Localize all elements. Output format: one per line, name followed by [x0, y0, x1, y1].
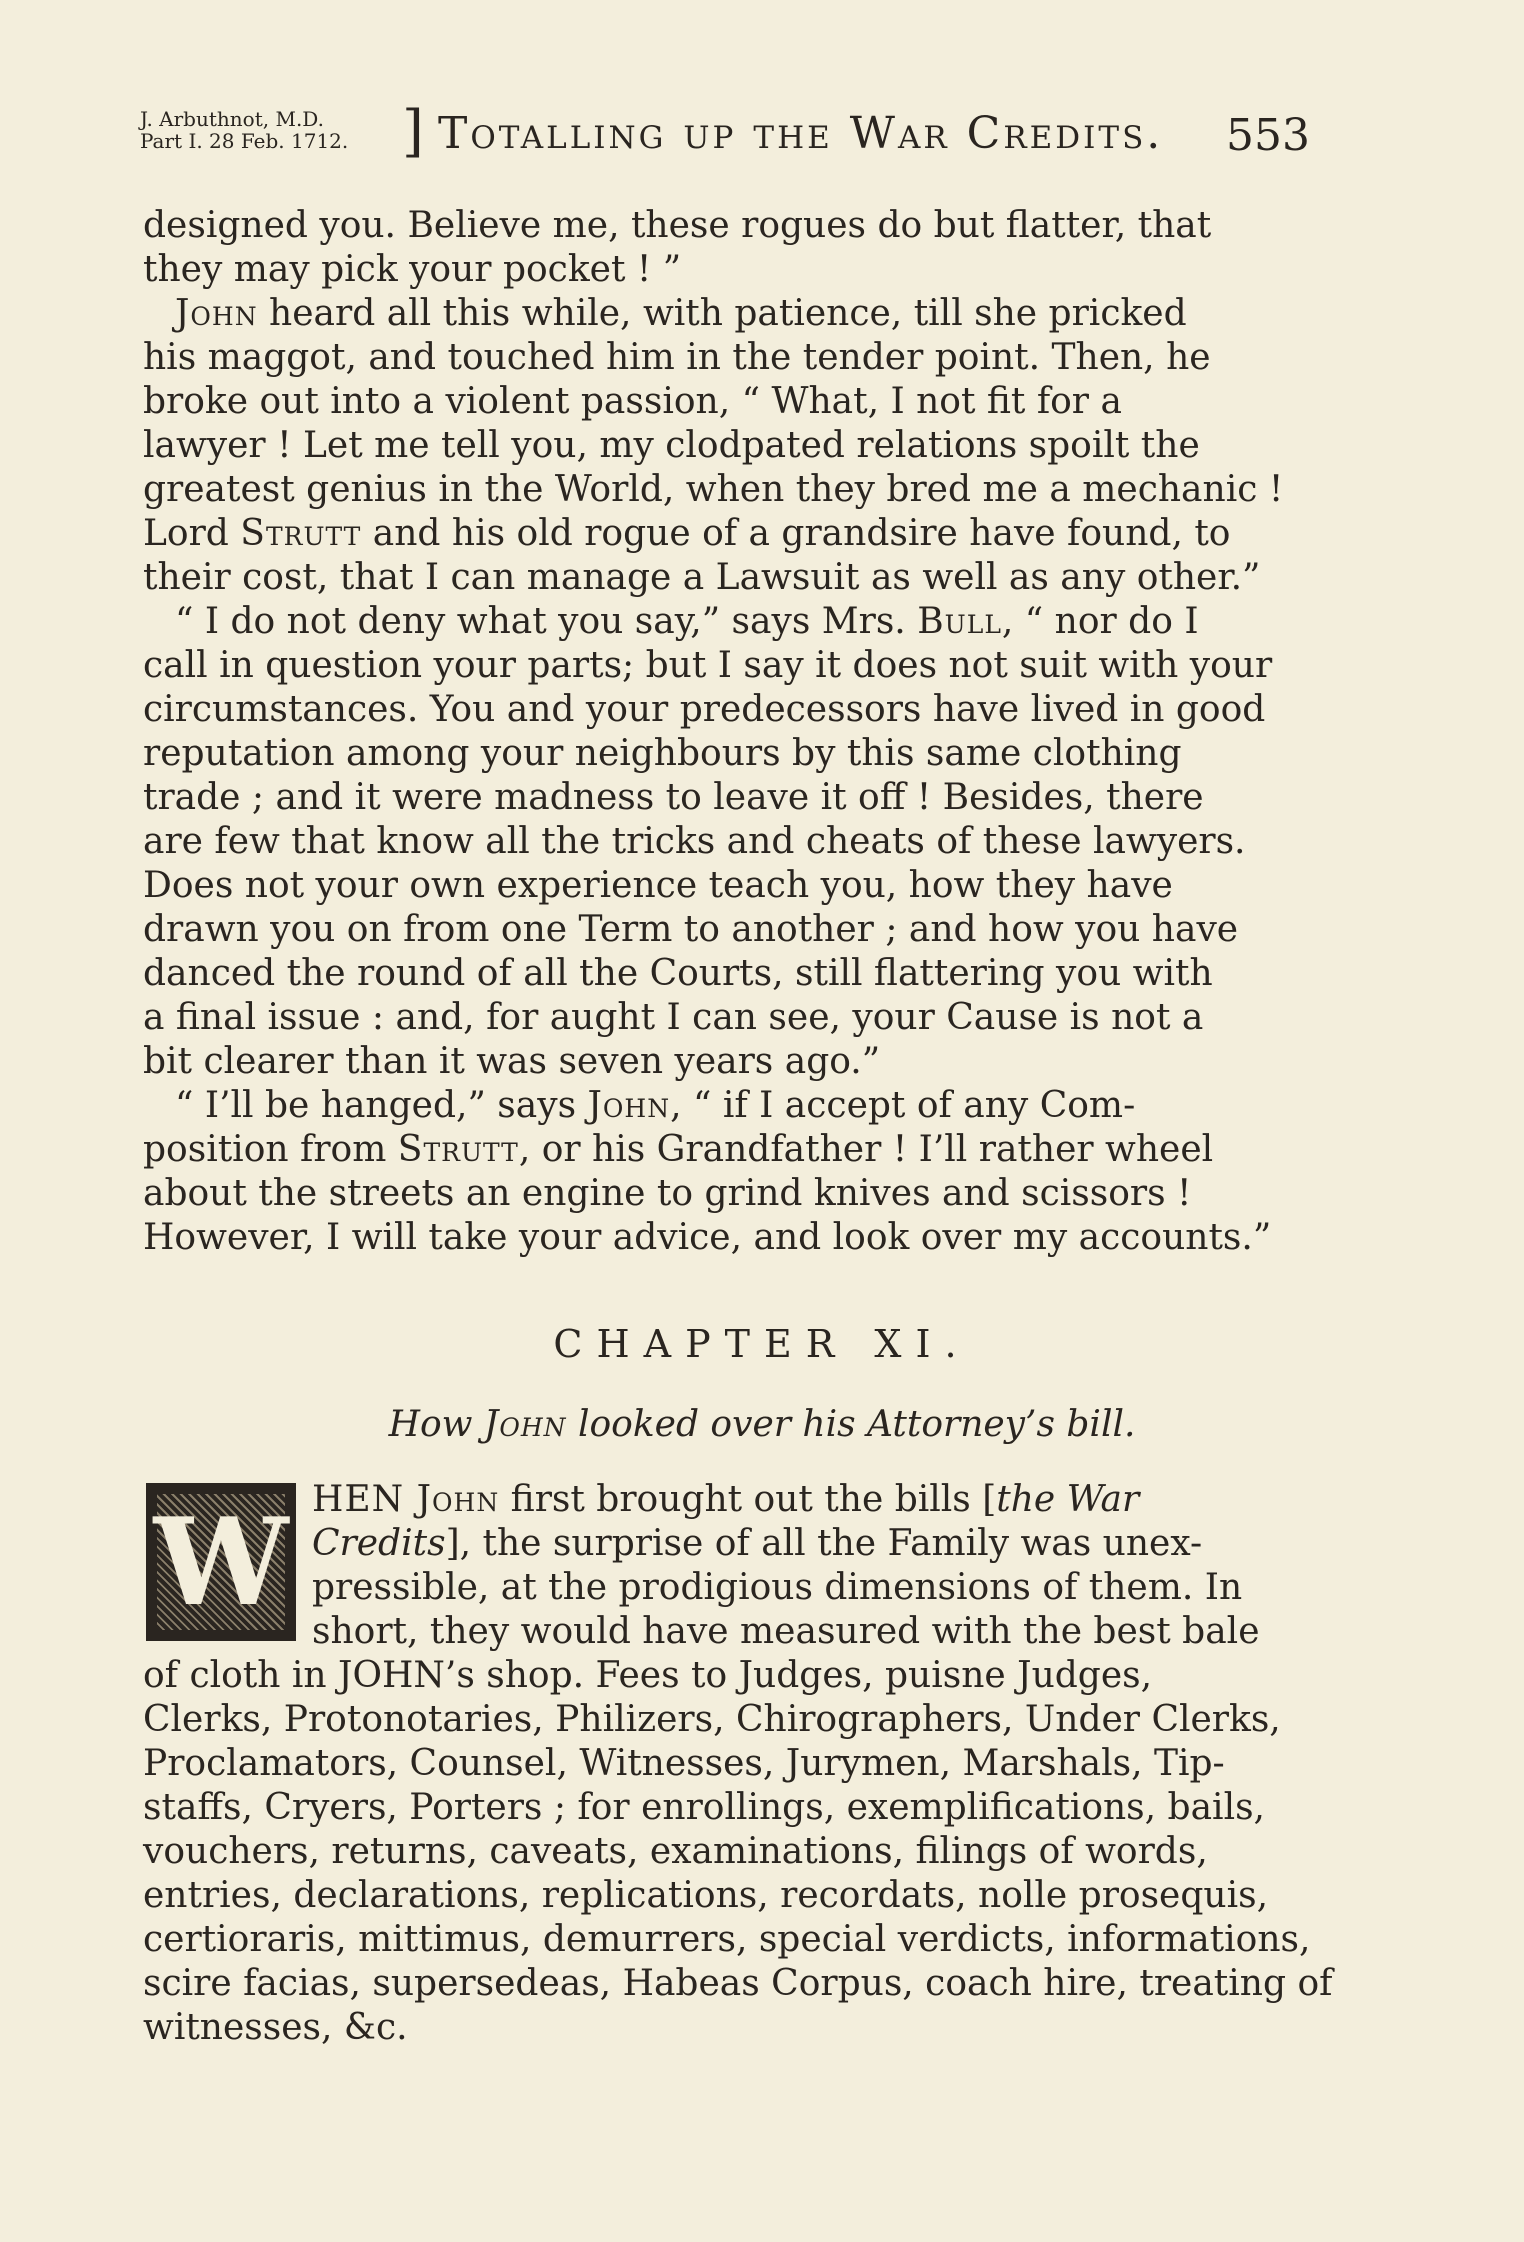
text-span: bit clearer than it was seven years ago.” — [143, 1041, 881, 1082]
text-line — [143, 688, 1306, 732]
text-line — [143, 1040, 1306, 1084]
text-span: a final issue : and, for aught I can see, your Cause is not a — [143, 997, 1204, 1038]
text-line: certioraris, mittimus, demurrers, special verdicts, informations, — [143, 1919, 1311, 1960]
text-line: entries, declarations, replications, recordats, nolle prosequis, — [143, 1875, 1269, 1916]
text-line — [143, 996, 1306, 1040]
running-header — [140, 100, 1310, 170]
text-span: position from — [143, 1129, 398, 1170]
dropcap-letter: W — [153, 1491, 289, 1633]
text-line — [143, 424, 1306, 468]
text-span: drawn you on from one Term to another ; and how you have — [143, 909, 1239, 950]
text-span: about the streets an engine to grind knives and scissors ! — [143, 1173, 1192, 1214]
text-span: trade ; and it were madness to leave it off ! Besides, there — [143, 777, 1204, 818]
subtitle-pre: How — [388, 1404, 484, 1445]
text-span: HEN — [312, 1479, 417, 1520]
italic-span: Credits — [312, 1523, 446, 1564]
text-line — [143, 336, 1306, 380]
text-span: broke out into a violent passion, “ What, I not fit for a — [143, 381, 1122, 422]
chapter-heading: CHAPTER XI. — [553, 1322, 971, 1366]
header-part-date: Part I. 28 Feb. 1712. — [140, 129, 349, 153]
proper-name: Strutt — [240, 513, 362, 554]
header-attribution — [140, 108, 348, 152]
text-span: lawyer ! Let me tell you, my clodpated relations spoilt the — [143, 425, 1200, 466]
text-line: staffs, Cryers, Porters ; for enrollings, exemplifications, bails, — [143, 1787, 1265, 1828]
header-title: Totalling up the War Credits. — [438, 108, 1164, 159]
text-span: However, I will take your advice, and look over my accounts.” — [143, 1217, 1272, 1258]
text-span: “ I do not deny what you say,” says Mrs. — [175, 601, 918, 642]
text-line — [143, 864, 1306, 908]
text-span: , or his Grandfather ! I’ll rather wheel — [518, 1129, 1214, 1170]
text-line — [143, 512, 1306, 556]
chapter-subtitle — [0, 1404, 1524, 1445]
text-span: and his old rogue of a grandsire have found, to — [361, 513, 1231, 554]
text-line: short, they would have measured with the best bale — [312, 1611, 1260, 1652]
text-line — [143, 380, 1306, 424]
paragraph-3 — [143, 600, 1306, 1084]
text-line — [143, 600, 1306, 644]
text-line — [143, 1128, 1306, 1172]
subtitle-name: John — [483, 1404, 567, 1445]
text-span: , “ if I accept of any Com- — [670, 1085, 1136, 1126]
text-span: danced the round of all the Courts, still flattering you with — [143, 953, 1213, 994]
page-number: 553 — [1226, 110, 1310, 161]
paragraph-4 — [143, 1084, 1306, 1260]
text-span: his maggot, and touched him in the tender point. Then, he — [143, 337, 1211, 378]
text-span: greatest genius in the World, when they bred me a mechanic ! — [143, 469, 1284, 510]
italic-span: the War — [996, 1479, 1140, 1520]
text-line: of cloth in JOHN’s shop. Fees to Judges, puisne Judges, — [143, 1655, 1153, 1696]
paragraph-1 — [143, 204, 1306, 292]
text-line: Proclamators, Counsel, Witnesses, Jurymen, Marshals, Tip- — [143, 1743, 1225, 1784]
text-line: they may pick your pocket ! ” — [143, 249, 682, 290]
text-line: Clerks, Protonotaries, Philizers, Chirographers, Under Clerks, — [143, 1699, 1281, 1740]
text-span: Does not your own experience teach you, how they have — [143, 865, 1173, 906]
text-line: designed you. Believe me, these rogues do but flatter, that — [143, 205, 1212, 246]
proper-name: Strutt — [397, 1129, 519, 1170]
text-line — [143, 732, 1306, 776]
text-line: pressible, at the prodigious dimensions of them. In — [312, 1567, 1243, 1608]
text-span: are few that know all the tricks and cheats of these lawyers. — [143, 821, 1246, 862]
text-line — [143, 820, 1306, 864]
text-line — [143, 908, 1306, 952]
proper-name: Bull — [917, 601, 1002, 642]
proper-name: John — [175, 293, 258, 334]
text-span: call in question your parts; but I say it does not suit with your — [143, 645, 1273, 686]
text-line: witnesses, &c. — [143, 2007, 408, 2048]
header-author: J. Arbuthnot, M.D. — [140, 107, 324, 131]
text-span: circumstances. You and your predecessors have lived in good — [143, 689, 1266, 730]
text-line — [143, 468, 1306, 512]
text-line — [143, 952, 1306, 996]
text-line — [312, 1522, 1306, 1566]
proper-name: John — [587, 1085, 671, 1126]
text-span: first brought out the bills [ — [499, 1479, 997, 1520]
text-line — [143, 1216, 1306, 1260]
text-line — [143, 776, 1306, 820]
text-line: scire facias, supersedeas, Habeas Corpus, coach hire, treating of — [143, 1963, 1333, 2004]
header-bracket: ] — [402, 99, 424, 164]
text-line — [143, 1172, 1306, 1216]
text-line — [143, 1084, 1306, 1128]
text-span: heard all this while, with patience, till she pricked — [257, 293, 1187, 334]
text-span: their cost, that I can manage a Lawsuit as well as any other.” — [143, 557, 1261, 598]
text-line — [143, 292, 1306, 336]
text-span: Lord — [143, 513, 241, 554]
paragraph-5-indented — [312, 1478, 1306, 1654]
text-span: reputation among your neighbours by this same clothing — [143, 733, 1182, 774]
paragraph-5 — [143, 1654, 1333, 2050]
text-span: , “ nor do I — [1001, 601, 1199, 642]
ornamental-dropcap — [146, 1483, 296, 1641]
text-line — [143, 644, 1306, 688]
text-span: “ I’ll be hanged,” says — [175, 1085, 588, 1126]
text-line — [143, 556, 1306, 600]
text-line: vouchers, returns, caveats, examinations, filings of words, — [143, 1831, 1208, 1872]
text-span: ], the surprise of all the Family was unex- — [445, 1523, 1203, 1564]
name-john: John — [416, 1479, 500, 1520]
paragraph-2 — [143, 292, 1306, 600]
subtitle-post: looked over his Attorney’s bill. — [566, 1404, 1136, 1445]
text-line — [312, 1478, 1306, 1522]
